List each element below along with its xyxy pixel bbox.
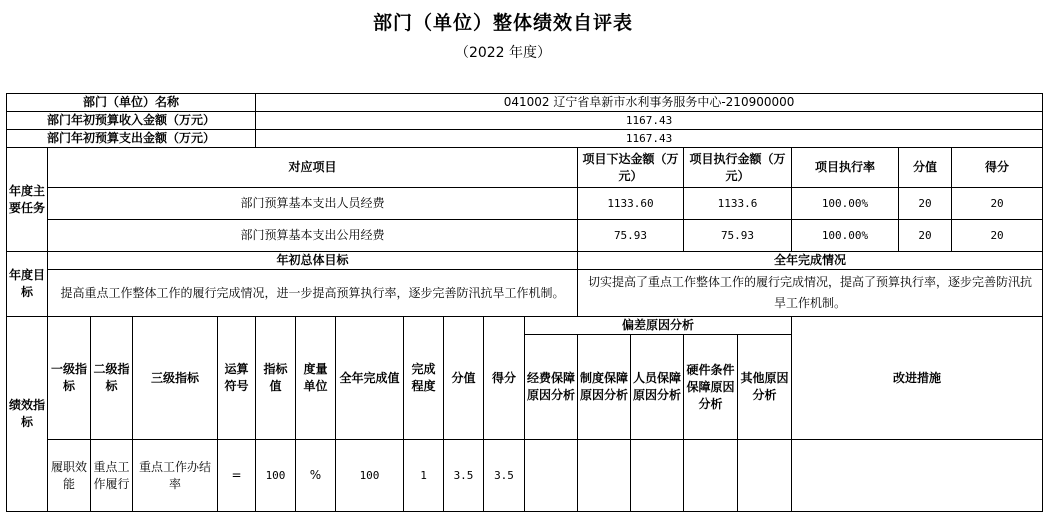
header-target: 指标值 — [256, 317, 296, 440]
header-points: 分值 — [444, 317, 484, 440]
indicator-improvement — [792, 440, 1043, 512]
indicator-dev-staff — [631, 440, 684, 512]
indicator-completion: 1 — [404, 440, 444, 512]
indicator-dev-system — [578, 440, 631, 512]
task-rate: 100.00% — [792, 220, 899, 252]
dept-name-label: 部门（单位）名称 — [7, 94, 256, 112]
table-row — [7, 188, 1043, 220]
task-item: 部门预算基本支出公用经费 — [48, 220, 578, 252]
budget-income-value: 1167.43 — [256, 112, 1043, 130]
initial-goal-header: 年初总体目标 — [48, 252, 578, 270]
main-tasks-section-label: 年度主要任务 — [7, 148, 48, 252]
indicator-dev-hardware — [684, 440, 738, 512]
task-points: 20 — [899, 188, 952, 220]
indicator-dev-other — [738, 440, 792, 512]
task-score: 20 — [952, 220, 1043, 252]
indicators-section-label: 绩效指标 — [7, 317, 48, 512]
header-annual-value: 全年完成值 — [336, 317, 404, 440]
task-score: 20 — [952, 188, 1043, 220]
task-executed: 75.93 — [684, 220, 792, 252]
header-level3: 三级指标 — [133, 317, 218, 440]
header-score: 得分 — [484, 317, 525, 440]
header-improvement: 改进措施 — [792, 317, 1043, 440]
task-executed: 1133.6 — [684, 188, 792, 220]
indicator-points: 3.5 — [444, 440, 484, 512]
dept-name-value: 041002 辽宁省阜新市水利事务服务中心-210900000 — [256, 94, 1043, 112]
main-tasks-header-executed: 项目执行金额（万元） — [684, 148, 792, 188]
budget-income-label: 部门年初预算收入金额（万元） — [7, 112, 256, 130]
header-completion: 完成程度 — [404, 317, 444, 440]
main-tasks-header-item: 对应项目 — [48, 148, 578, 188]
completion-text: 切实提高了重点工作整体工作的履行完成情况，提高了预算执行率，逐步完善防汛抗旱工作机制。 — [578, 270, 1043, 317]
completion-header: 全年完成情况 — [578, 252, 1043, 270]
header-dev-funding: 经费保障原因分析 — [525, 335, 578, 440]
self-evaluation-table — [6, 93, 1043, 512]
main-tasks-header-points: 分值 — [899, 148, 952, 188]
indicator-score: 3.5 — [484, 440, 525, 512]
indicator-dev-funding — [525, 440, 578, 512]
main-tasks-header-rate: 项目执行率 — [792, 148, 899, 188]
indicator-unit: % — [296, 440, 336, 512]
main-tasks-header-score: 得分 — [952, 148, 1043, 188]
indicator-annual-value: 100 — [336, 440, 404, 512]
header-dev-other: 其他原因分析 — [738, 335, 792, 440]
table-row — [7, 440, 1043, 512]
header-dev-hardware: 硬件条件保障原因分析 — [684, 335, 738, 440]
header-deviation: 偏差原因分析 — [525, 317, 792, 335]
page-subtitle: （2022 年度） — [454, 45, 552, 61]
header-level1: 一级指标 — [48, 317, 91, 440]
indicator-level3: 重点工作办结率 — [133, 440, 218, 512]
budget-expense-label: 部门年初预算支出金额（万元） — [7, 130, 256, 148]
header-dev-system: 制度保障原因分析 — [578, 335, 631, 440]
header-unit: 度量单位 — [296, 317, 336, 440]
task-allocated: 1133.60 — [578, 188, 684, 220]
header-level2: 二级指标 — [91, 317, 133, 440]
indicator-target: 100 — [256, 440, 296, 512]
budget-expense-value: 1167.43 — [256, 130, 1043, 148]
table-row — [7, 220, 1043, 252]
page-title: 部门（单位）整体绩效自评表 — [372, 12, 633, 34]
indicator-level1: 履职效能 — [48, 440, 91, 512]
header-operator: 运算符号 — [218, 317, 256, 440]
indicator-level2: 重点工作履行 — [91, 440, 133, 512]
initial-goal-text: 提高重点工作整体工作的履行完成情况，进一步提高预算执行率，逐步完善防汛抗旱工作机制。 — [48, 270, 578, 317]
task-rate: 100.00% — [792, 188, 899, 220]
main-tasks-header-allocated: 项目下达金额（万元） — [578, 148, 684, 188]
task-allocated: 75.93 — [578, 220, 684, 252]
header-dev-staff: 人员保障原因分析 — [631, 335, 684, 440]
task-item: 部门预算基本支出人员经费 — [48, 188, 578, 220]
annual-goal-section-label: 年度目标 — [7, 252, 48, 317]
task-points: 20 — [899, 220, 952, 252]
indicator-operator: = — [218, 440, 256, 512]
